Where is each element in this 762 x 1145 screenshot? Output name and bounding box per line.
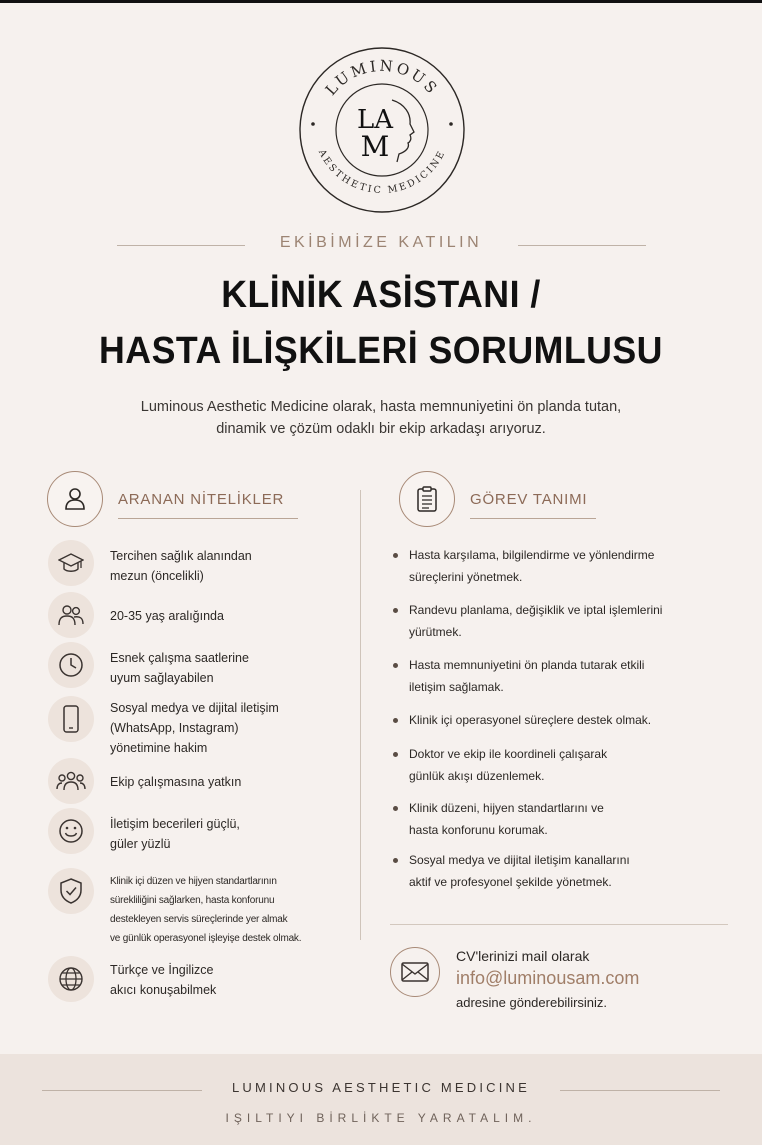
qualification-line: (WhatsApp, Instagram): [110, 721, 239, 735]
duty-line: Hasta memnuniyetini ön planda tutarak etkili: [409, 658, 645, 672]
qualification-line: Sosyal medya ve dijital iletişim: [110, 701, 279, 715]
qualification-line: Ekip çalışmasına yatkın: [110, 775, 242, 789]
bullet-icon: [393, 858, 398, 863]
bullet-icon: [393, 553, 398, 558]
phone-icon: [48, 696, 94, 742]
duty-line: yürütmek.: [409, 625, 462, 639]
bullet-icon: [393, 663, 398, 668]
eyebrow-line-right: [518, 245, 646, 246]
intro-line: Luminous Aesthetic Medicine olarak, hasta memnuniyetini ön planda tutan,: [140, 399, 622, 415]
luminous-logo: [291, 44, 473, 214]
qualification-line: Türkçe ve İngilizce: [110, 963, 214, 977]
logo-monogram-m: M: [360, 130, 390, 163]
contact-instruction-end: adresine gönderebilirsiniz.: [456, 995, 608, 1010]
qualification-line: ve günlük operasyonel işleyişe destek olmak.: [110, 933, 302, 944]
footer-line-right: [560, 1090, 720, 1091]
logo-monogram-la: LA: [356, 105, 394, 135]
bullet-icon: [393, 718, 398, 723]
footer: [0, 1054, 762, 1145]
duty-line: Randevu planlama, değişiklik ve iptal işlemlerini: [409, 603, 663, 617]
duties-title: GÖREV TANIMI: [470, 491, 588, 508]
eyebrow-row: [0, 234, 762, 258]
qualification-line: 20-35 yaş aralığında: [110, 609, 224, 623]
footer-brand-name: LUMINOUS AESTHETIC MEDICINE: [231, 1080, 531, 1095]
duty-line: Klinik içi operasyonel süreçlere destek olmak.: [409, 713, 652, 727]
duty-line: hasta konforunu korumak.: [409, 823, 548, 837]
duty-item: [393, 743, 733, 787]
qualifications-title: ARANAN NİTELİKLER: [118, 491, 285, 508]
qualification-line: yönetimine hakim: [110, 741, 208, 755]
eyebrow-text: EKİBİMİZE KATILIN: [279, 234, 483, 251]
bullet-icon: [393, 806, 398, 811]
qualification-line: İletişim becerileri güçlü,: [110, 817, 240, 831]
bullet-icon: [393, 608, 398, 613]
qualification-line: Esnek çalışma saatlerine: [110, 651, 249, 665]
graduation-cap-icon: [48, 540, 94, 586]
person-icon: [47, 471, 103, 527]
smile-icon: [48, 808, 94, 854]
job-title-line2: HASTA İLİŞKİLERİ SORUMLUSU: [99, 330, 663, 372]
duty-item: [393, 544, 733, 588]
logo-top-arc: LUMINOUS: [321, 56, 443, 99]
contact-divider: [390, 924, 728, 925]
contact-email-link[interactable]: info@luminousam.com: [456, 968, 640, 988]
qualification-line: destekleyen servis süreçlerinde yer almak: [110, 914, 288, 925]
globe-icon: [48, 956, 94, 1002]
duty-line: süreçlerini yönetmek.: [409, 570, 523, 584]
qualification-line: güler yüzlü: [110, 837, 171, 851]
logo-bottom-arc: AESTHETIC MEDICINE: [315, 147, 449, 197]
shield-check-icon: [48, 868, 94, 914]
job-title-line1: KLİNİK ASİSTANI /: [221, 274, 541, 316]
clock-icon: [48, 642, 94, 688]
qualification-line: uyum sağlayabilen: [110, 671, 214, 685]
footer-tagline: IŞILTIYI BİRLİKTE YARATALIM.: [225, 1111, 537, 1125]
top-border: [0, 0, 762, 3]
svg-text:LUMINOUS: [322, 57, 443, 99]
duty-line: günlük akışı düzenlemek.: [409, 769, 545, 783]
duty-line: iletişim sağlamak.: [409, 680, 504, 694]
duty-line: Klinik düzeni, hijyen standartlarını ve: [409, 801, 604, 815]
duty-item: [393, 654, 733, 698]
qualification-line: Tercihen sağlık alanından: [110, 549, 252, 563]
duty-line: aktif ve profesyonel şekilde yönetmek.: [409, 875, 612, 889]
qualifications-underline: [118, 518, 298, 519]
clipboard-icon: [399, 471, 455, 527]
people-icon: [48, 592, 94, 638]
qualification-line: sürekliliğini sağlarken, hasta konforunu: [110, 895, 275, 906]
intro-text: [80, 396, 682, 440]
bullet-icon: [393, 752, 398, 757]
duties-underline: [470, 518, 596, 519]
team-icon: [48, 758, 94, 804]
duty-line: Doktor ve ekip ile koordineli çalışarak: [409, 747, 608, 761]
duty-line: Sosyal medya ve dijital iletişim kanallarını: [409, 853, 630, 867]
intro-line: dinamik ve çözüm odaklı bir ekip arkadaşı arıyoruz.: [216, 421, 546, 437]
duty-item: [393, 599, 733, 643]
duty-line: Hasta karşılama, bilgilendirme ve yönlendirme: [409, 548, 655, 562]
contact-instruction: CV'lerinizi mail olarak: [456, 948, 590, 964]
qualification-line: Klinik içi düzen ve hijyen standartlarının: [110, 876, 277, 887]
column-divider: [360, 490, 361, 940]
duty-item: [393, 849, 733, 893]
mail-icon: [390, 947, 440, 997]
qualification-line: akıcı konuşabilmek: [110, 983, 217, 997]
duty-item: [393, 797, 733, 841]
qualification-line: mezun (öncelikli): [110, 569, 204, 583]
duty-item: [393, 709, 733, 731]
